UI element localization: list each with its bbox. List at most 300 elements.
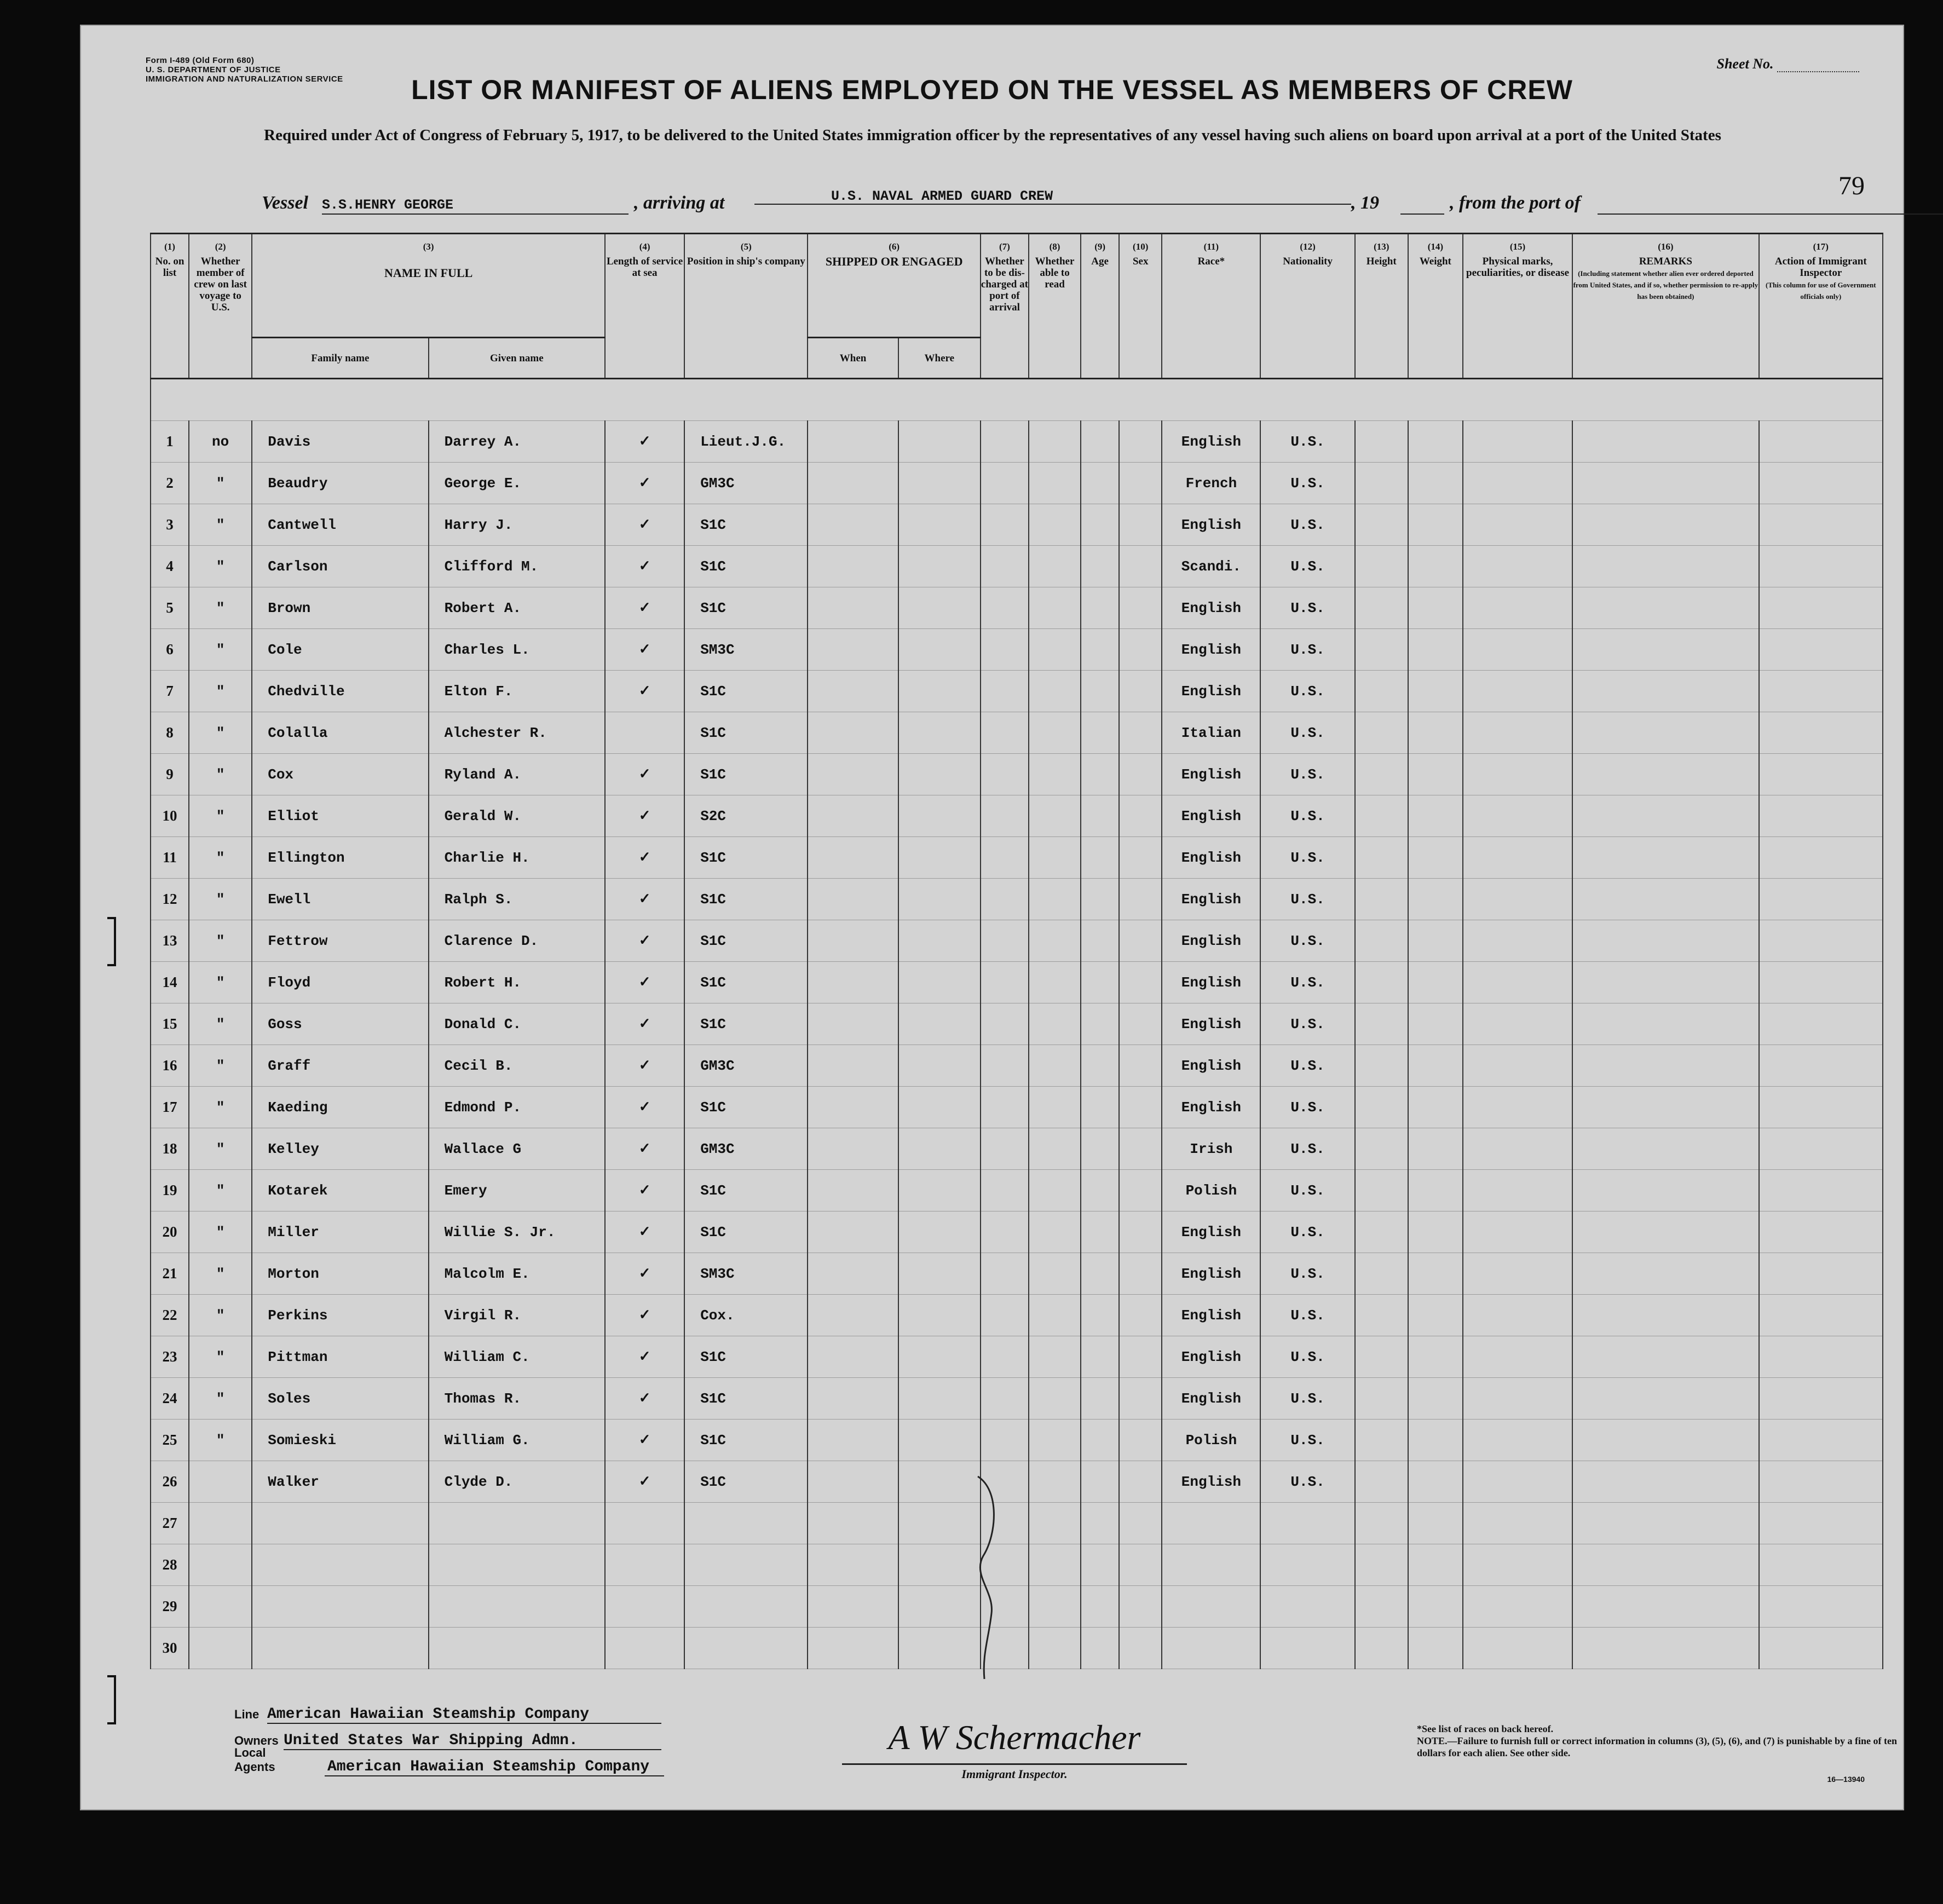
physical-marks-cell <box>1463 962 1572 1003</box>
remarks-cell <box>1572 1586 1758 1628</box>
table-row <box>151 587 1883 629</box>
col-header-discharged: (7) Whether to be dis-charged at port of arrival <box>981 234 1029 379</box>
when-cell <box>808 587 898 629</box>
nationality-cell: U.S. <box>1260 1087 1354 1128</box>
row-number: 6 <box>151 629 189 671</box>
row-number: 3 <box>151 504 189 546</box>
weight-cell <box>1408 421 1463 463</box>
when-cell <box>808 1211 898 1253</box>
given-name-cell: William G. <box>429 1420 605 1461</box>
row-number: 16 <box>151 1045 189 1087</box>
where-cell <box>898 463 981 504</box>
col-header-age: (9) Age <box>1081 234 1119 379</box>
sex-cell <box>1119 754 1162 795</box>
vessel-label: Vessel <box>262 193 308 213</box>
race-cell: English <box>1162 837 1260 879</box>
sheet-label: Sheet No. <box>1716 56 1774 72</box>
given-name-cell: Wallace G <box>429 1128 605 1170</box>
inspector-action-cell <box>1759 1461 1883 1503</box>
read-cell <box>1029 837 1081 879</box>
race-cell: English <box>1162 1003 1260 1045</box>
sex-cell <box>1119 1503 1162 1544</box>
position-cell: S1C <box>684 1336 808 1378</box>
last-voyage-cell: " <box>189 1211 252 1253</box>
manifest-sheet <box>80 25 1904 1810</box>
row-number: 17 <box>151 1087 189 1128</box>
col-header-number: (1) No. on list <box>151 234 189 379</box>
where-cell <box>898 795 981 837</box>
remarks-cell <box>1572 671 1758 712</box>
table-row <box>151 1003 1883 1045</box>
given-name-cell: Cecil B. <box>429 1045 605 1087</box>
where-cell <box>898 754 981 795</box>
physical-marks-cell <box>1463 1087 1572 1128</box>
discharged-cell <box>981 629 1029 671</box>
age-cell <box>1081 1170 1119 1211</box>
physical-marks-cell <box>1463 421 1572 463</box>
race-cell: English <box>1162 1378 1260 1420</box>
family-name-cell: Carlson <box>252 546 428 587</box>
row-number: 20 <box>151 1211 189 1253</box>
height-cell <box>1355 1045 1408 1087</box>
table-row <box>151 962 1883 1003</box>
given-name-cell: Ryland A. <box>429 754 605 795</box>
where-cell <box>898 671 981 712</box>
where-cell <box>898 421 981 463</box>
family-name-cell: Cox <box>252 754 428 795</box>
given-name-cell: Robert A. <box>429 587 605 629</box>
nationality-cell: U.S. <box>1260 1211 1354 1253</box>
given-name-cell: Ralph S. <box>429 879 605 920</box>
physical-marks-cell <box>1463 1586 1572 1628</box>
remarks-cell <box>1572 1461 1758 1503</box>
remarks-cell <box>1572 1253 1758 1295</box>
col-header-race: (11) Race* <box>1162 234 1260 379</box>
where-cell <box>898 1586 981 1628</box>
family-name-cell: Perkins <box>252 1295 428 1336</box>
height-cell <box>1355 962 1408 1003</box>
when-cell <box>808 671 898 712</box>
sex-cell <box>1119 1170 1162 1211</box>
col-header-shipped: (6) SHIPPED OR ENGAGED <box>808 234 980 338</box>
nationality-cell: U.S. <box>1260 504 1354 546</box>
family-name-cell: Floyd <box>252 962 428 1003</box>
physical-marks-cell <box>1463 795 1572 837</box>
inspector-action-cell <box>1759 587 1883 629</box>
race-cell: English <box>1162 421 1260 463</box>
when-cell <box>808 1544 898 1586</box>
last-voyage-cell: " <box>189 795 252 837</box>
inspector-action-cell <box>1759 1503 1883 1544</box>
read-cell <box>1029 1586 1081 1628</box>
sex-cell <box>1119 421 1162 463</box>
read-cell <box>1029 754 1081 795</box>
height-cell <box>1355 1461 1408 1503</box>
table-row <box>151 1544 1883 1586</box>
remarks-cell <box>1572 962 1758 1003</box>
discharged-cell <box>981 1087 1029 1128</box>
sex-cell <box>1119 546 1162 587</box>
table-row <box>151 1461 1883 1503</box>
race-cell: English <box>1162 1211 1260 1253</box>
service-check-cell: ✓ <box>605 629 684 671</box>
remarks-cell <box>1572 463 1758 504</box>
row-number: 13 <box>151 920 189 962</box>
age-cell <box>1081 629 1119 671</box>
when-cell <box>808 879 898 920</box>
read-cell <box>1029 1544 1081 1586</box>
nationality-cell: U.S. <box>1260 1336 1354 1378</box>
race-cell: English <box>1162 879 1260 920</box>
last-voyage-cell <box>189 1461 252 1503</box>
position-cell: Cox. <box>684 1295 808 1336</box>
port-field <box>1598 197 1943 215</box>
where-cell <box>898 920 981 962</box>
table-row <box>151 837 1883 879</box>
family-name-cell: Somieski <box>252 1420 428 1461</box>
given-name-cell: Harry J. <box>429 504 605 546</box>
form-number: Form I-489 (Old Form 680) <box>146 56 255 65</box>
physical-marks-cell <box>1463 1253 1572 1295</box>
year-label: , 19 <box>1351 193 1379 213</box>
height-cell <box>1355 879 1408 920</box>
family-name-cell: Brown <box>252 587 428 629</box>
nationality-cell: U.S. <box>1260 1045 1354 1087</box>
weight-cell <box>1408 754 1463 795</box>
age-cell <box>1081 1295 1119 1336</box>
table-row <box>151 504 1883 546</box>
vessel-field: S.S.HENRY GEORGE <box>322 197 629 215</box>
height-cell <box>1355 1003 1408 1045</box>
weight-cell <box>1408 1586 1463 1628</box>
inspector-action-cell <box>1759 1336 1883 1378</box>
race-cell: English <box>1162 795 1260 837</box>
race-cell: English <box>1162 1461 1260 1503</box>
crew-table-body <box>151 379 1883 1669</box>
nationality-cell: U.S. <box>1260 1378 1354 1420</box>
last-voyage-cell: " <box>189 1336 252 1378</box>
inspector-action-cell <box>1759 879 1883 920</box>
given-name-cell: George E. <box>429 463 605 504</box>
inspector-caption: Immigrant Inspector. <box>961 1767 1068 1781</box>
given-name-cell: Emery <box>429 1170 605 1211</box>
row-number: 27 <box>151 1503 189 1544</box>
row-number: 14 <box>151 962 189 1003</box>
penalty-note: NOTE.—Failure to furnish full or correct information in columns (3), (5), (6), and (7) is punishable by a fine of ten dollars for each alien. See other side. <box>1417 1735 1898 1758</box>
where-cell <box>898 1045 981 1087</box>
where-cell <box>898 1211 981 1253</box>
read-cell <box>1029 962 1081 1003</box>
race-cell: English <box>1162 1336 1260 1378</box>
physical-marks-cell <box>1463 1003 1572 1045</box>
service-check-cell: ✓ <box>605 1461 684 1503</box>
when-cell <box>808 1253 898 1295</box>
table-row <box>151 1087 1883 1128</box>
service-check-cell: ✓ <box>605 1045 684 1087</box>
when-cell <box>808 920 898 962</box>
service-check-cell: ✓ <box>605 421 684 463</box>
sex-cell <box>1119 463 1162 504</box>
line-label: Line <box>234 1707 260 1721</box>
nationality-cell <box>1260 1586 1354 1628</box>
agents-label: Local Agents <box>234 1746 275 1774</box>
height-cell <box>1355 1628 1408 1669</box>
height-cell <box>1355 1544 1408 1586</box>
weight-cell <box>1408 1461 1463 1503</box>
physical-marks-cell <box>1463 1211 1572 1253</box>
when-cell <box>808 463 898 504</box>
row-number: 5 <box>151 587 189 629</box>
height-cell <box>1355 1128 1408 1170</box>
year-field <box>1400 197 1444 215</box>
inspector-block <box>842 1717 1187 1781</box>
age-cell <box>1081 1503 1119 1544</box>
given-name-cell: Clifford M. <box>429 546 605 587</box>
remarks-cell <box>1572 1170 1758 1211</box>
weight-cell <box>1408 1503 1463 1544</box>
read-cell <box>1029 587 1081 629</box>
height-cell <box>1355 671 1408 712</box>
weight-cell <box>1408 1128 1463 1170</box>
sex-cell <box>1119 629 1162 671</box>
remarks-cell <box>1572 1336 1758 1378</box>
inspector-action-cell <box>1759 1420 1883 1461</box>
service-check-cell <box>605 1544 684 1586</box>
position-cell: S1C <box>684 504 808 546</box>
physical-marks-cell <box>1463 671 1572 712</box>
table-row <box>151 1378 1883 1420</box>
remarks-cell <box>1572 421 1758 463</box>
inspector-action-cell <box>1759 504 1883 546</box>
remarks-cell <box>1572 587 1758 629</box>
row-number: 30 <box>151 1628 189 1669</box>
physical-marks-cell <box>1463 1461 1572 1503</box>
service-check-cell: ✓ <box>605 1420 684 1461</box>
table-row <box>151 1170 1883 1211</box>
table-row <box>151 1503 1883 1544</box>
sex-cell <box>1119 1378 1162 1420</box>
table-row <box>151 712 1883 754</box>
where-cell <box>898 1503 981 1544</box>
when-cell <box>808 962 898 1003</box>
race-cell: Polish <box>1162 1170 1260 1211</box>
where-cell <box>898 1378 981 1420</box>
table-row <box>151 1336 1883 1378</box>
physical-marks-cell <box>1463 837 1572 879</box>
position-cell: S1C <box>684 879 808 920</box>
nationality-cell: U.S. <box>1260 1253 1354 1295</box>
read-cell <box>1029 1045 1081 1087</box>
weight-cell <box>1408 504 1463 546</box>
weight-cell <box>1408 463 1463 504</box>
nationality-cell: U.S. <box>1260 795 1354 837</box>
position-cell: S1C <box>684 1461 808 1503</box>
remarks-cell <box>1572 795 1758 837</box>
physical-marks-cell <box>1463 754 1572 795</box>
age-cell <box>1081 795 1119 837</box>
discharged-cell <box>981 1336 1029 1378</box>
when-cell <box>808 837 898 879</box>
age-cell <box>1081 1628 1119 1669</box>
sex-cell <box>1119 1420 1162 1461</box>
service-check-cell: ✓ <box>605 546 684 587</box>
read-cell <box>1029 1420 1081 1461</box>
last-voyage-cell: " <box>189 1045 252 1087</box>
service-check-cell: ✓ <box>605 879 684 920</box>
race-cell: English <box>1162 629 1260 671</box>
read-cell <box>1029 1170 1081 1211</box>
service-check-cell: ✓ <box>605 920 684 962</box>
where-cell <box>898 629 981 671</box>
where-cell <box>898 1336 981 1378</box>
races-note: *See list of races on back hereof. <box>1417 1723 1554 1734</box>
discharged-cell <box>981 546 1029 587</box>
read-cell <box>1029 1211 1081 1253</box>
discharged-cell <box>981 504 1029 546</box>
given-name-cell: Clarence D. <box>429 920 605 962</box>
where-cell <box>898 504 981 546</box>
when-cell <box>808 1503 898 1544</box>
race-cell: English <box>1162 671 1260 712</box>
inspector-action-cell <box>1759 1087 1883 1128</box>
where-cell <box>898 712 981 754</box>
nationality-cell: U.S. <box>1260 837 1354 879</box>
nationality-cell: U.S. <box>1260 421 1354 463</box>
weight-cell <box>1408 962 1463 1003</box>
position-cell <box>684 1628 808 1669</box>
last-voyage-cell: no <box>189 421 252 463</box>
page-title: LIST OR MANIFEST OF ALIENS EMPLOYED ON THE VESSEL AS MEMBERS OF CREW <box>411 74 1573 105</box>
physical-marks-cell <box>1463 1295 1572 1336</box>
weight-cell <box>1408 587 1463 629</box>
age-cell <box>1081 920 1119 962</box>
height-cell <box>1355 1336 1408 1378</box>
physical-marks-cell <box>1463 1128 1572 1170</box>
height-cell <box>1355 1378 1408 1420</box>
family-name-cell <box>252 1544 428 1586</box>
nationality-cell: U.S. <box>1260 1295 1354 1336</box>
page-subtitle: Required under Act of Congress of February 5, 1917, to be delivered to the United States immigration officer by the representatives of any vessel having such aliens on board upon arrival at a port of the United States <box>264 126 1721 144</box>
nationality-cell: U.S. <box>1260 879 1354 920</box>
age-cell <box>1081 587 1119 629</box>
margin-bracket <box>107 917 116 966</box>
age-cell <box>1081 1045 1119 1087</box>
position-cell: S1C <box>684 1003 808 1045</box>
inspector-action-cell <box>1759 1170 1883 1211</box>
service-check-cell: ✓ <box>605 504 684 546</box>
weight-cell <box>1408 1170 1463 1211</box>
footer-notes <box>1417 1723 1899 1759</box>
row-number: 24 <box>151 1378 189 1420</box>
age-cell <box>1081 1128 1119 1170</box>
family-name-cell: Goss <box>252 1003 428 1045</box>
height-cell <box>1355 1253 1408 1295</box>
last-voyage-cell: " <box>189 1170 252 1211</box>
race-cell: English <box>1162 1253 1260 1295</box>
inspector-action-cell <box>1759 629 1883 671</box>
discharged-cell <box>981 754 1029 795</box>
height-cell <box>1355 1170 1408 1211</box>
physical-marks-cell <box>1463 546 1572 587</box>
sex-cell <box>1119 1628 1162 1669</box>
age-cell <box>1081 1544 1119 1586</box>
last-voyage-cell: " <box>189 463 252 504</box>
col-header-read: (8) Whether able to read <box>1029 234 1081 379</box>
table-row <box>151 629 1883 671</box>
nationality-cell: U.S. <box>1260 1128 1354 1170</box>
height-cell <box>1355 463 1408 504</box>
race-cell: English <box>1162 1087 1260 1128</box>
physical-marks-cell <box>1463 1336 1572 1378</box>
read-cell <box>1029 1378 1081 1420</box>
sex-cell <box>1119 504 1162 546</box>
physical-marks-cell <box>1463 1503 1572 1544</box>
physical-marks-cell <box>1463 1544 1572 1586</box>
last-voyage-cell: " <box>189 962 252 1003</box>
service-check-cell: ✓ <box>605 671 684 712</box>
weight-cell <box>1408 1295 1463 1336</box>
age-cell <box>1081 837 1119 879</box>
weight-cell <box>1408 920 1463 962</box>
given-name-cell: Thomas R. <box>429 1378 605 1420</box>
when-cell <box>808 1336 898 1378</box>
read-cell <box>1029 504 1081 546</box>
remarks-cell <box>1572 1420 1758 1461</box>
race-cell: Italian <box>1162 712 1260 754</box>
read-cell <box>1029 463 1081 504</box>
nationality-cell: U.S. <box>1260 463 1354 504</box>
inspector-action-cell <box>1759 920 1883 962</box>
race-cell <box>1162 1544 1260 1586</box>
weight-cell <box>1408 1378 1463 1420</box>
page-number: 79 <box>1838 171 1865 200</box>
position-cell: S1C <box>684 671 808 712</box>
row-number: 21 <box>151 1253 189 1295</box>
row-number: 18 <box>151 1128 189 1170</box>
age-cell <box>1081 671 1119 712</box>
when-cell <box>808 1628 898 1669</box>
last-voyage-cell: " <box>189 712 252 754</box>
height-cell <box>1355 1586 1408 1628</box>
age-cell <box>1081 1336 1119 1378</box>
family-name-cell: Davis <box>252 421 428 463</box>
table-row <box>151 920 1883 962</box>
inspector-action-cell <box>1759 1378 1883 1420</box>
where-cell <box>898 546 981 587</box>
last-voyage-cell <box>189 1586 252 1628</box>
sex-cell <box>1119 1211 1162 1253</box>
read-cell <box>1029 1253 1081 1295</box>
remarks-cell <box>1572 629 1758 671</box>
when-cell <box>808 754 898 795</box>
read-cell <box>1029 1336 1081 1378</box>
discharged-cell <box>981 1295 1029 1336</box>
discharged-cell <box>981 879 1029 920</box>
row-number: 15 <box>151 1003 189 1045</box>
last-voyage-cell: " <box>189 629 252 671</box>
service-check-cell: ✓ <box>605 1003 684 1045</box>
inspector-action-cell <box>1759 1586 1883 1628</box>
last-voyage-cell: " <box>189 837 252 879</box>
position-cell: S1C <box>684 1378 808 1420</box>
sex-cell <box>1119 1128 1162 1170</box>
service-check-cell: ✓ <box>605 1170 684 1211</box>
inspector-action-cell <box>1759 712 1883 754</box>
physical-marks-cell <box>1463 712 1572 754</box>
row-number: 26 <box>151 1461 189 1503</box>
inspector-action-cell <box>1759 546 1883 587</box>
service-check-cell: ✓ <box>605 795 684 837</box>
